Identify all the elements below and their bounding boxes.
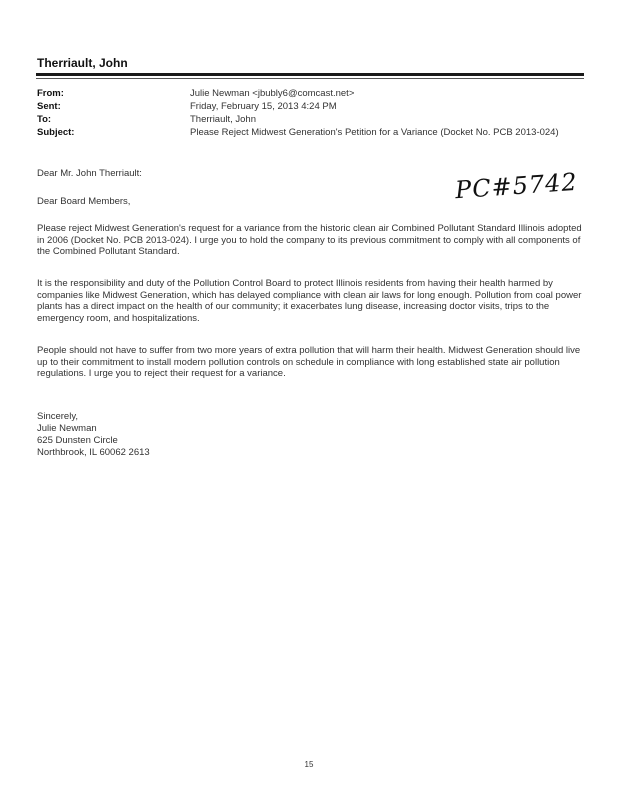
to-row [37, 113, 587, 126]
sender-name: Therriault, John [37, 56, 128, 70]
address-line-2: Northbrook, IL 60062 2613 [37, 447, 150, 458]
paragraph-text: Please reject Midwest Generation's request for a variance from the historic clean air Combined Pollutant Standard Illinois adopted in 2006 (Docket No. PCB 2013-024). I urge you to hold the company to its previous commitment to comply with all components of the Combined Pollutant Standard. [37, 223, 582, 257]
subject-row [37, 126, 587, 139]
paragraph-text: People should not have to suffer from two more years of extra pollution that will harm their health. Midwest Generation should live up to their commitment to install modern pollution controls on schedule in compliance with long established state air pollution regulations. I urge you to reject their request for a variance. [37, 345, 581, 379]
body-paragraph-2 [37, 278, 585, 324]
sent-label: Sent: [37, 101, 61, 112]
email-header-fields [37, 87, 587, 139]
to-label: To: [37, 114, 52, 125]
subject-value: Please Reject Midwest Generation's Petition for a Variance (Docket No. PCB 2013-024) [190, 127, 559, 138]
to-value: Therriault, John [190, 114, 257, 125]
signer-name: Julie Newman [37, 423, 97, 434]
subject-label: Subject: [37, 127, 75, 138]
from-row [37, 87, 587, 100]
greeting-line-1: Dear Mr. John Therriault: [37, 168, 142, 179]
body-paragraph-1 [37, 223, 585, 258]
sent-row [37, 100, 587, 113]
from-label: From: [37, 88, 64, 99]
body-paragraph-3 [37, 345, 585, 380]
header-rule-thick [36, 73, 584, 76]
closing-block [37, 411, 585, 459]
page-number: 15 [304, 760, 314, 769]
address-line-1: 625 Dunsten Circle [37, 435, 118, 446]
header-rule-thin [36, 78, 584, 79]
from-value: Julie Newman <jbubly6@comcast.net> [190, 88, 355, 99]
paragraph-text: It is the responsibility and duty of the Pollution Control Board to protect Illinois residents from having their health harmed by companies like Midwest Generation, which has delayed compliance with clean air laws for long enough. Pollution from coal power plants has a direct impact on the health of our community; it exacerbates lung disease, increasing doctor visits, trips to the emergency room, and hospitalizations. [37, 278, 582, 324]
greeting-line-2: Dear Board Members, [37, 196, 131, 207]
stamp-text: PC#5742 [454, 167, 579, 205]
sent-value: Friday, February 15, 2013 4:24 PM [190, 101, 337, 112]
closing-salutation: Sincerely, [37, 411, 79, 422]
